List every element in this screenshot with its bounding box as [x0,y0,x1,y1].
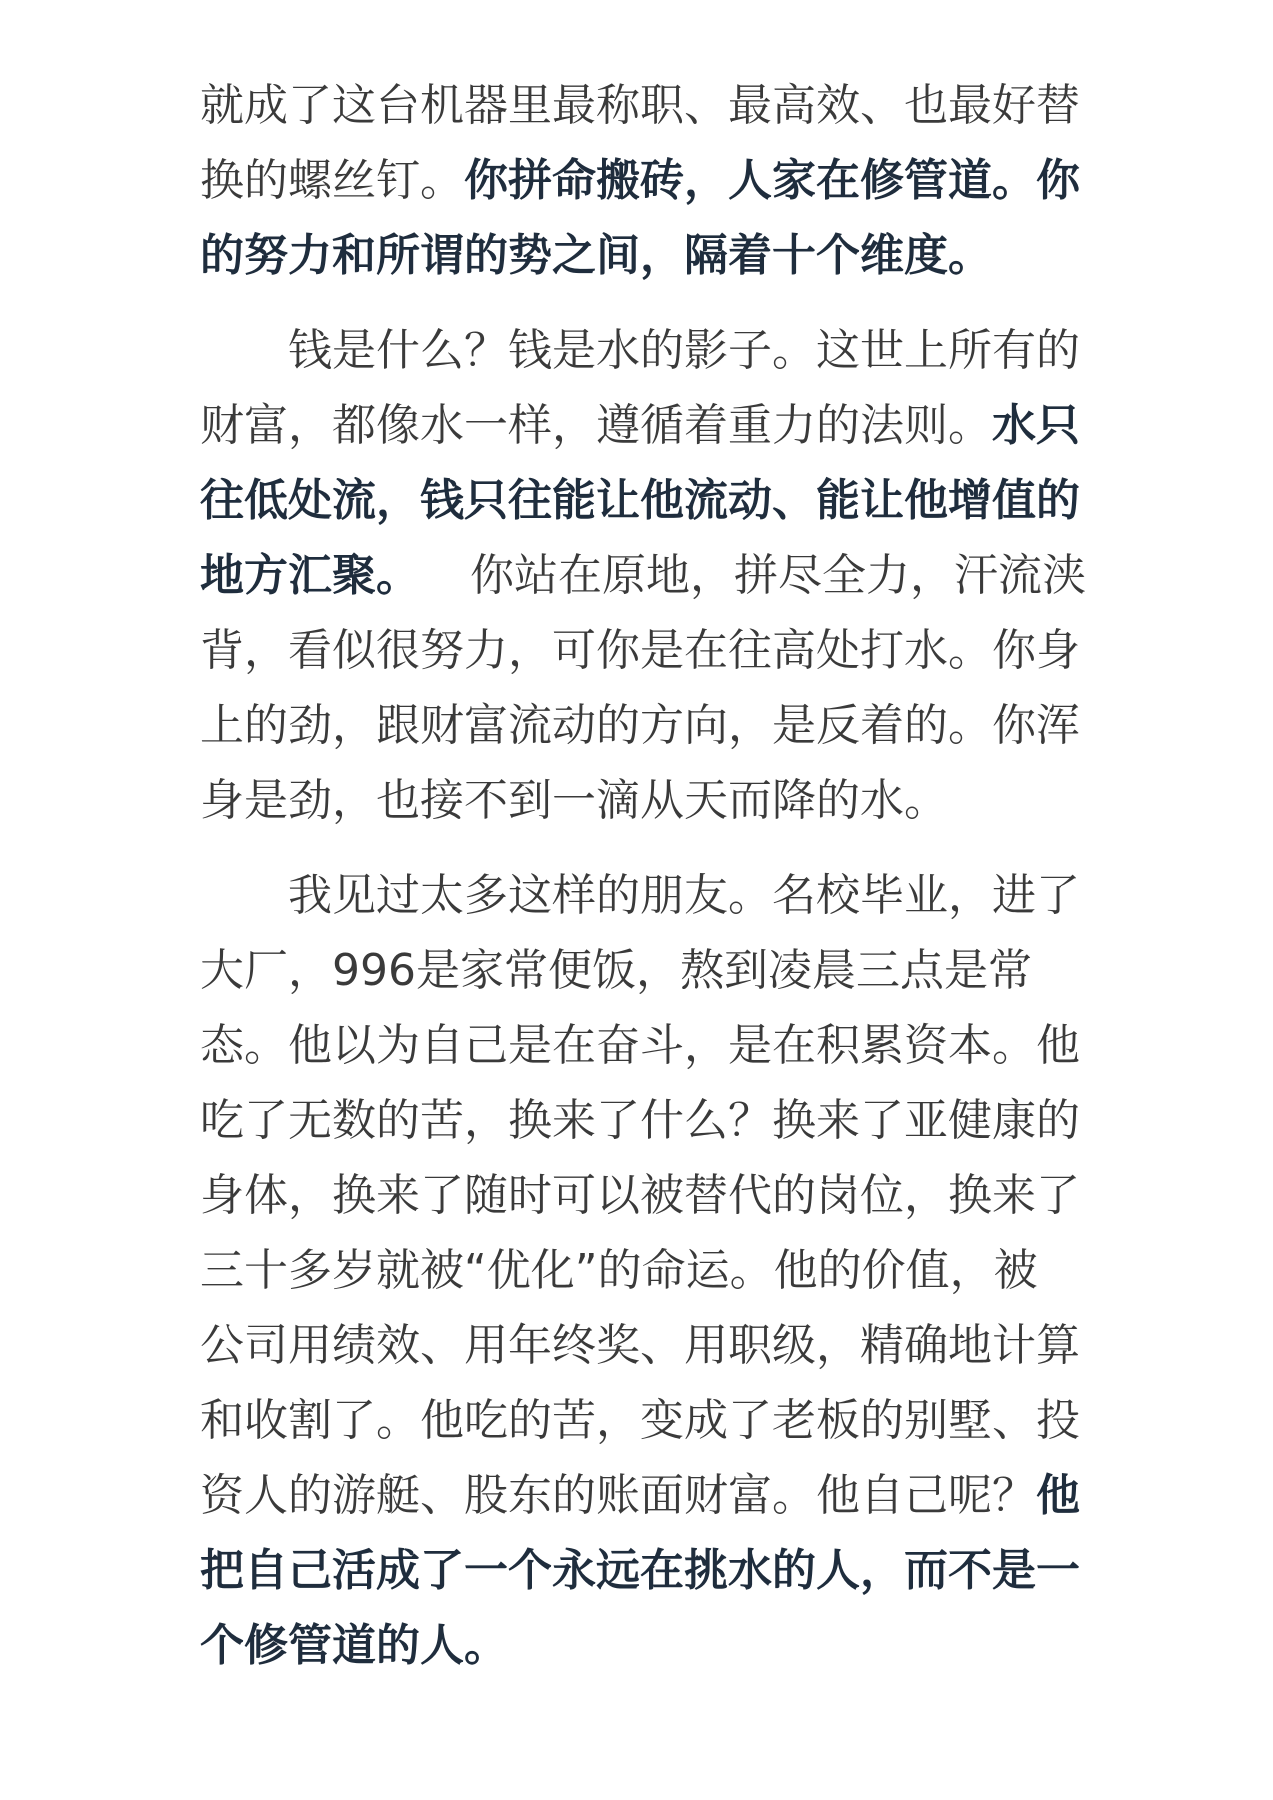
text-line [200,763,1080,838]
text-line [200,933,1080,1008]
bold-text-run: 把自己活成了一个永远在挑水的人，而不是一 [200,1545,1080,1596]
text-run: 你站在原地，拼尽全力，汗流浃 [470,550,1086,601]
article-body [200,68,1086,1703]
text-run: 三十多岁就被“优化”的命运。他的价值，被 [200,1245,1038,1296]
paragraph-1 [200,68,1080,293]
text-line [200,613,1080,688]
text-line [200,1158,1080,1233]
text-run: 态。他以为自己是在奋斗，是在积累资本。他 [200,1020,1080,1071]
text-line [200,463,1080,538]
text-line [200,538,1086,613]
bold-text-run: 的努力和所谓的势之间，隔着十个维度。 [200,230,992,281]
bold-text-run: 个修管道的人。 [200,1620,508,1671]
text-line [200,1008,1080,1083]
text-line [200,1233,1080,1308]
paragraph-3 [200,858,1080,1683]
text-run: 背，看似很努力，可你是在往高处打水。你身 [200,625,1080,676]
text-run: 身体，换来了随时可以被替代的岗位，换来了 [200,1170,1080,1221]
paragraph-2 [200,313,1086,838]
bold-text-run: 地方汇聚。 [200,550,420,601]
text-run: 钱是什么？钱是水的影子。这世上所有的 [288,325,1080,376]
text-run: 公司用绩效、用年终奖、用职级，精确地计算 [200,1320,1080,1371]
bold-text-run: 水只 [992,400,1080,451]
bold-text-run: 往低处流，钱只往能让他流动、能让他增值的 [200,475,1080,526]
bold-text-run: 你拼命搬砖，人家在修管道。你 [464,155,1080,206]
text-run: 换的螺丝钉。 [200,155,464,206]
text-line [200,143,1080,218]
text-run: 和收割了。他吃的苦，变成了老板的别墅、投 [200,1395,1080,1446]
text-line [200,388,1080,463]
text-run: 大厂，996是家常便饭，熬到凌晨三点是常 [200,945,1032,996]
text-run: 就成了这台机器里最称职、最高效、也最好替 [200,80,1080,131]
text-line [200,1458,1080,1533]
text-run: 财富，都像水一样，遵循着重力的法则。 [200,400,992,451]
bold-text-run: 他 [1036,1470,1080,1521]
text-line [200,218,1080,293]
text-run: 上的劲，跟财富流动的方向，是反着的。你浑 [200,700,1080,751]
text-line [200,1608,1080,1683]
text-run: 资人的游艇、股东的账面财富。他自己呢？ [200,1470,1036,1521]
text-line [200,1533,1080,1608]
text-line [200,68,1080,143]
text-line [200,1083,1080,1158]
text-line [200,1383,1080,1458]
text-run: 我见过太多这样的朋友。名校毕业，进了 [288,870,1080,921]
text-line [200,688,1080,763]
text-line [200,858,1080,933]
text-line [200,1308,1080,1383]
text-run: 吃了无数的苦，换来了什么？换来了亚健康的 [200,1095,1080,1146]
text-run: 身是劲，也接不到一滴从天而降的水。 [200,775,948,826]
text-line [200,313,1080,388]
